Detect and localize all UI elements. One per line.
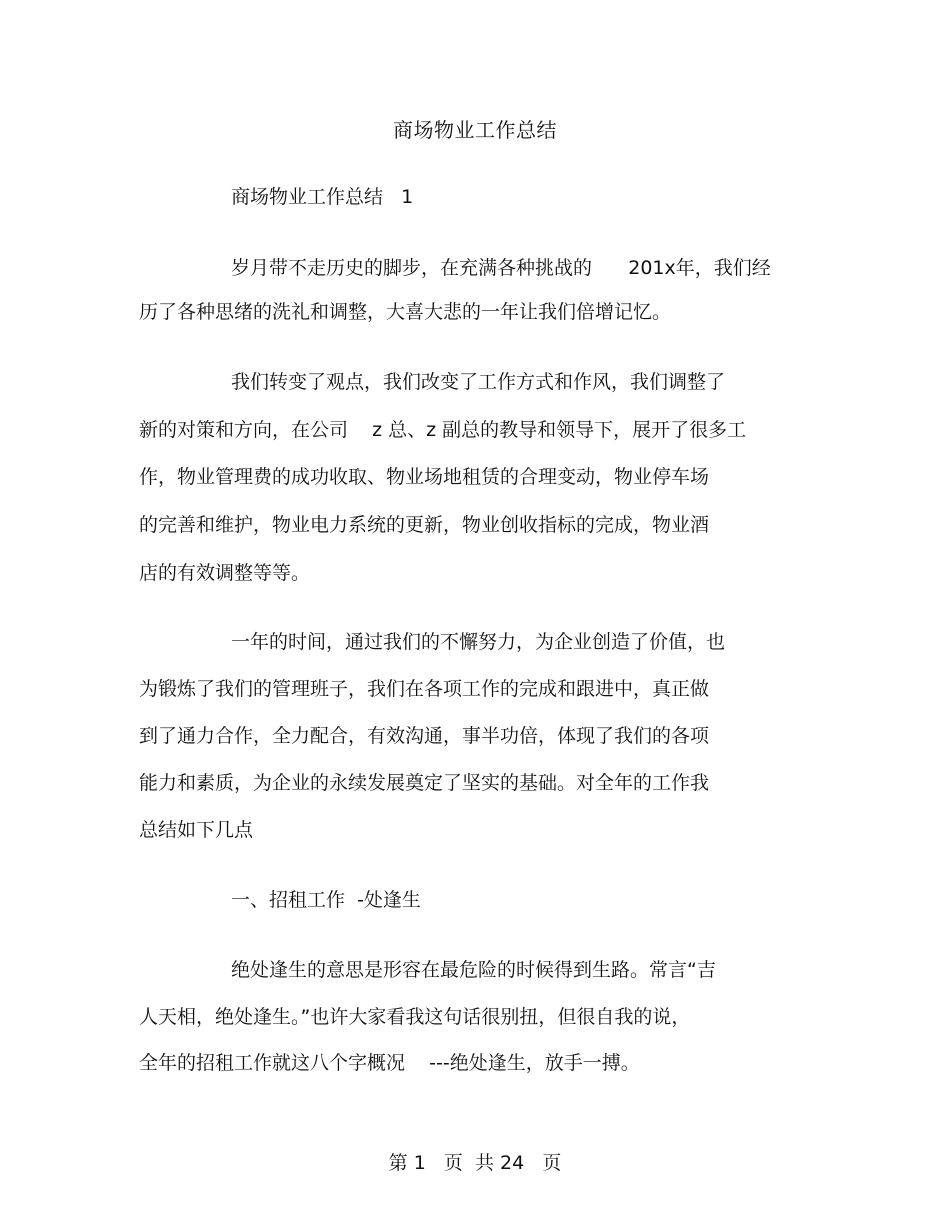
paragraph-5-line-2: 人天相，绝处逢生。”也许大家看我这句话很别扭，但很自我的说，: [139, 1006, 691, 1028]
paragraph-2-line-3: 作，物业管理费的成功收取、物业场地租赁的合理变动，物业停车场: [139, 466, 710, 488]
paragraph-2-line-5: 店的有效调整等等。: [139, 562, 311, 584]
section-heading-2: 一、招租工作 -处逢生: [231, 889, 421, 911]
page-footer: 第 1 页 共 24 页: [388, 1152, 562, 1174]
paragraph-5-line-3: 全年的招租工作就这八个字概况 ---绝处逢生，放手一搏。: [139, 1052, 640, 1074]
paragraph-3-line-1: 一年的时间，通过我们的不懈努力，为企业创造了价值，也: [231, 631, 726, 653]
paragraph-1-line-1: 岁月带不走历史的脚步，在充满各种挑战的 201x年，我们经: [231, 257, 771, 279]
paragraph-2-line-4: 的完善和维护，物业电力系统的更新，物业创收指标的完成，物业酒: [139, 514, 710, 536]
paragraph-3-line-2: 为锻炼了我们的管理班子，我们在各项工作的完成和跟进中，真正做: [139, 678, 710, 700]
document-title: 商场物业工作总结: [393, 118, 557, 142]
paragraph-3-line-5: 总结如下几点: [139, 819, 254, 841]
paragraph-2-line-1: 我们转变了观点，我们改变了工作方式和作风，我们调整了: [231, 371, 726, 393]
paragraph-1-line-2: 历了各种思绪的洗礼和调整，大喜大悲的一年让我们倍增记忆。: [139, 301, 672, 323]
paragraph-5-line-1: 绝处逢生的意思是形容在最危险的时候得到生路。常言“吉: [231, 959, 716, 981]
paragraph-3-line-3: 到了通力合作，全力配合，有效沟通，事半功倍，体现了我们的各项: [139, 725, 710, 747]
paragraph-3-line-4: 能力和素质，为企业的永续发展奠定了坚实的基础。对全年的工作我: [139, 772, 710, 794]
paragraph-2-line-2: 新的对策和方向，在公司 z 总、z 副总的教导和领导下，展开了很多工: [139, 419, 747, 441]
section-heading-1: 商场物业工作总结 1: [231, 186, 414, 208]
